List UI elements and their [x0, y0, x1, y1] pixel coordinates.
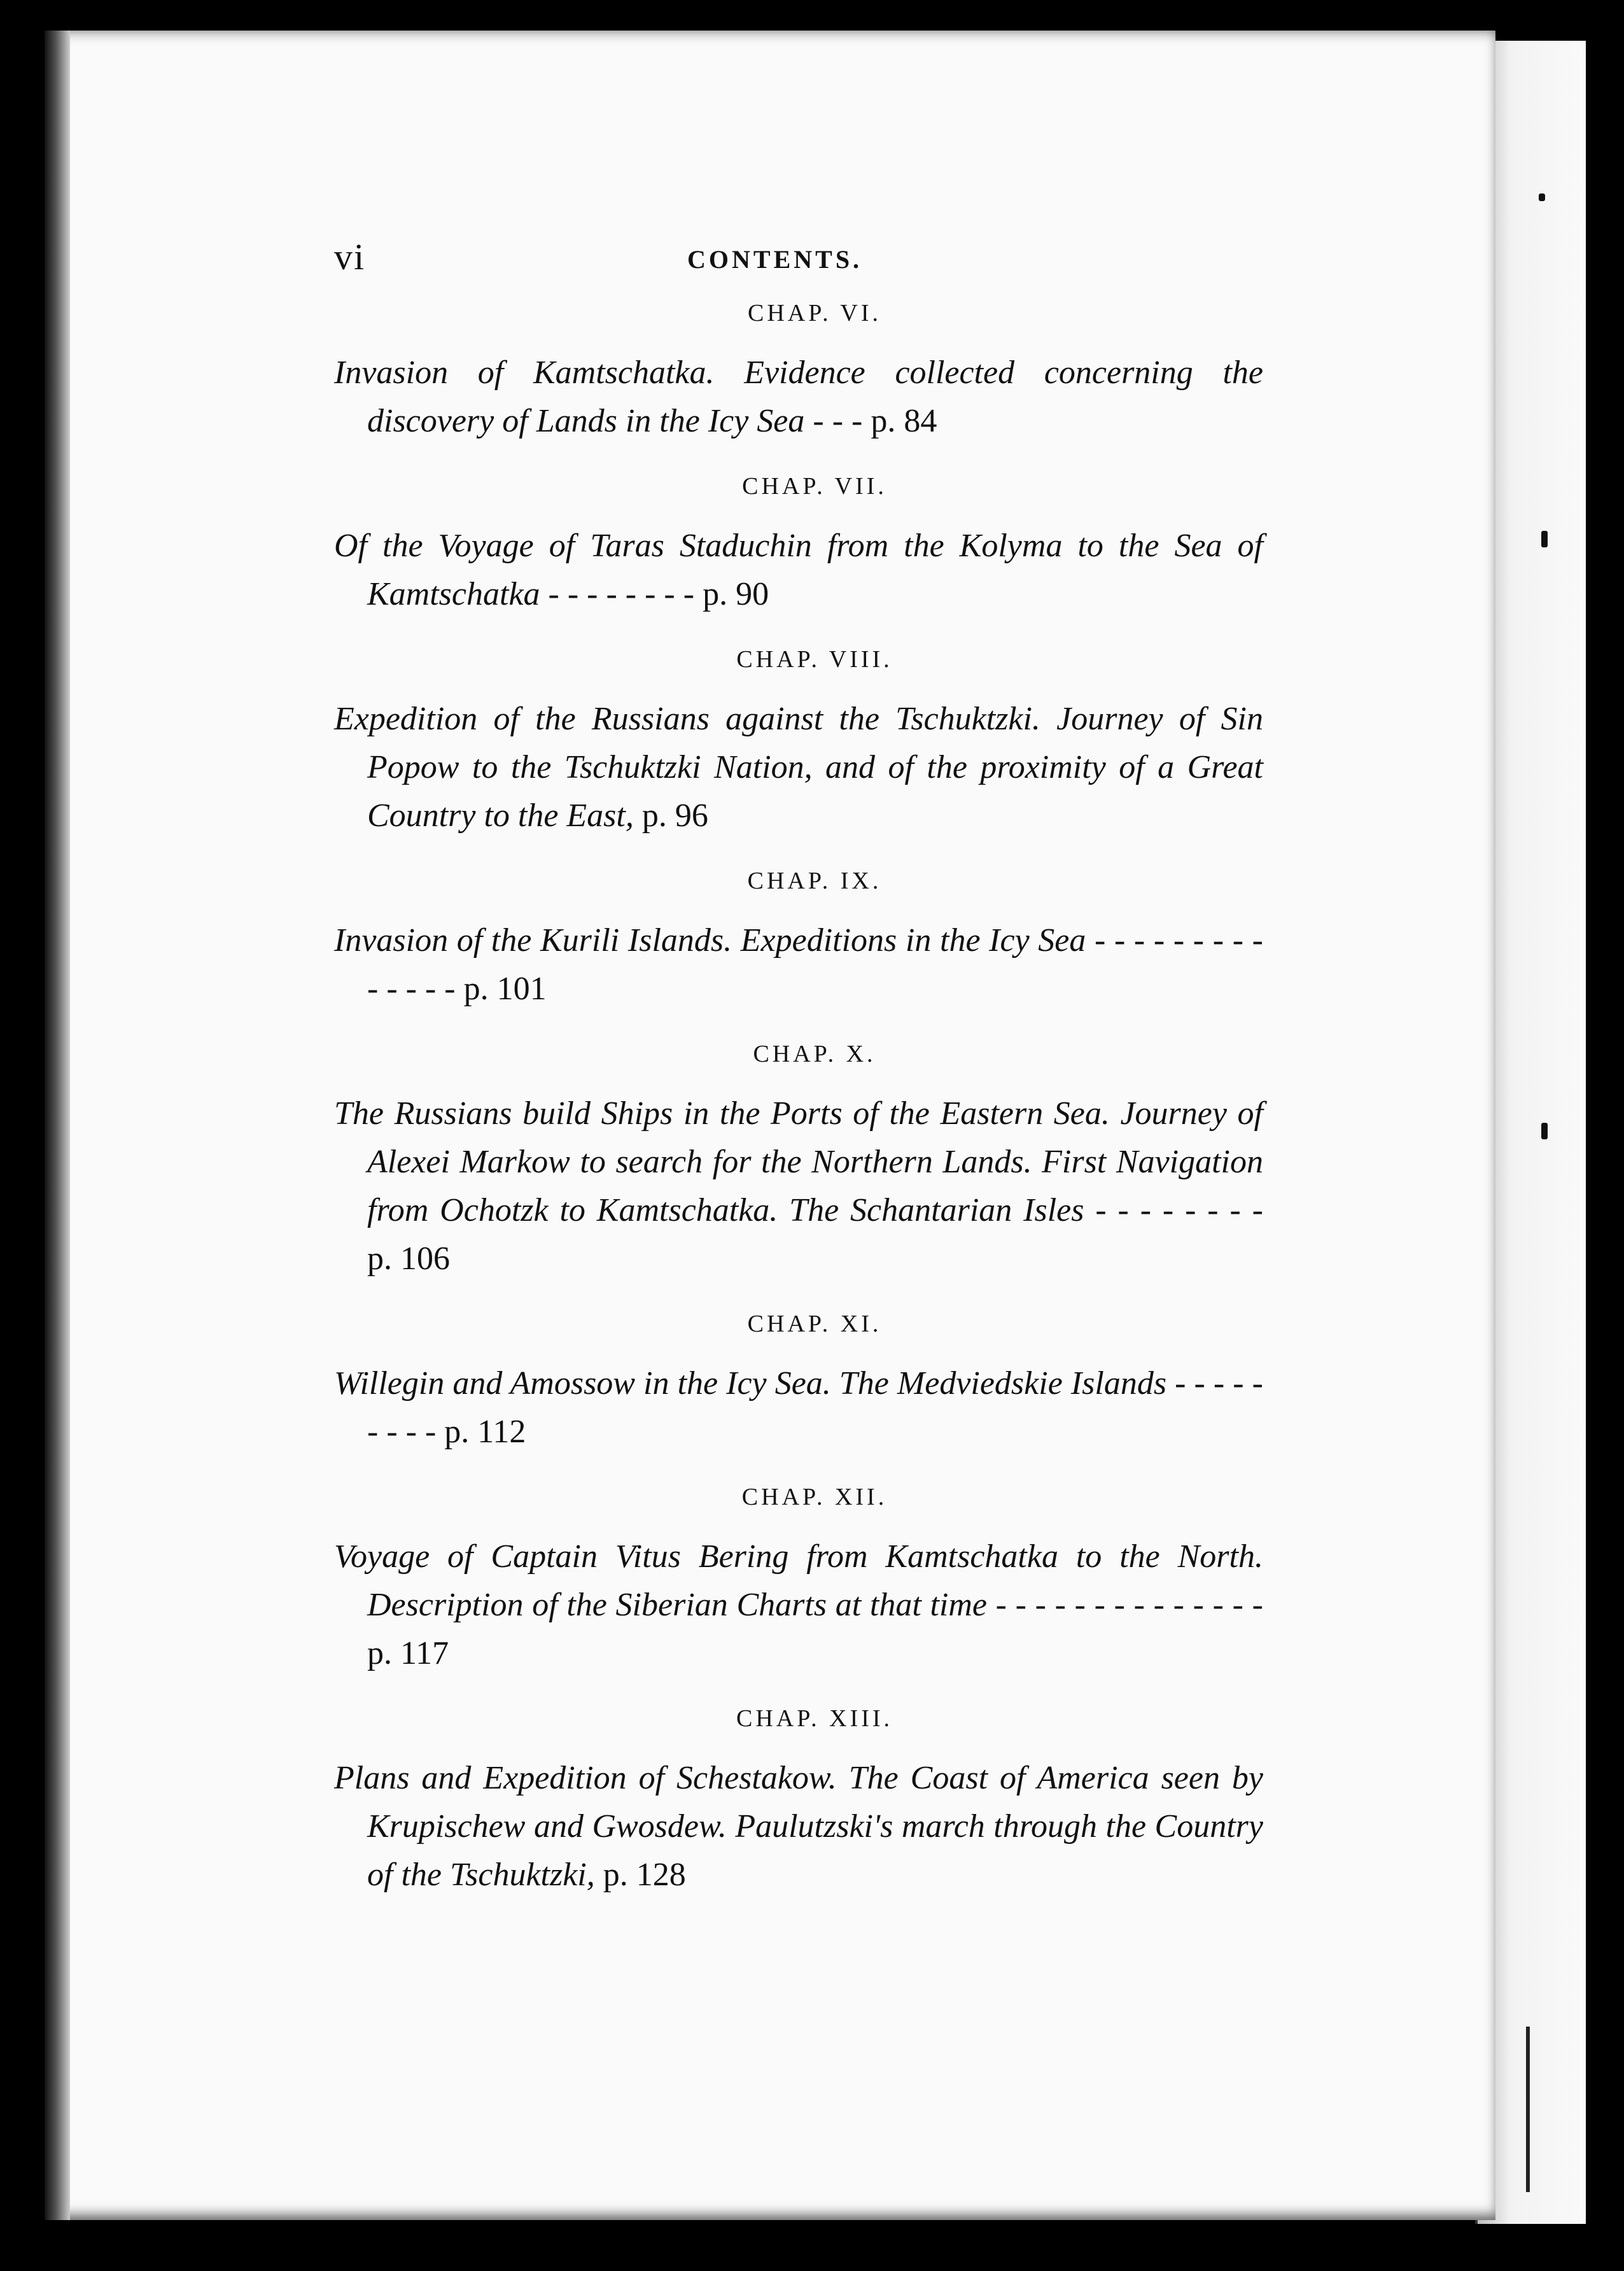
chapter-summary [334, 522, 1263, 619]
chapter-summary [334, 695, 1263, 840]
chapter-summary [334, 917, 1263, 1013]
chapter-description: The Russians build Ships in the Ports of the Eastern Sea. Journey of Alexei Markow to search for the Northern Lands. First Navigation from Ochotzk to Kamtschatka. The Schantarian Isles - - - - - - - - [334, 1095, 1263, 1228]
chapter-entry [334, 645, 1263, 840]
page-reference: p. 101 [463, 971, 547, 1007]
page-content [334, 236, 1263, 1899]
chapter-entry [334, 299, 1263, 446]
running-head [334, 236, 1263, 280]
chapter-entry [334, 472, 1263, 619]
chapter-label: CHAP. VII. [742, 473, 887, 500]
chapter-entry [334, 1310, 1263, 1456]
chapter-summary [334, 1533, 1263, 1678]
chapter-label: CHAP. XIII. [736, 1705, 893, 1732]
chapter-entry [334, 867, 1263, 1013]
chapter-summary [334, 1360, 1263, 1456]
ink-speck [1541, 1123, 1548, 1139]
chapter-description: Plans and Expedition of Schestakow. The Coast of America seen by Krupischew and Gwosdew. Paulutzski's march through the Country of the Tschuktzki, [334, 1760, 1263, 1893]
chapter-description: Willegin and Amossow in the Icy Sea. The Medviedskie Islands - - - - - - - - - [334, 1365, 1263, 1450]
page-reference: p. 128 [603, 1857, 686, 1893]
ink-speck [1541, 531, 1548, 547]
chapter-label: CHAP. XII. [741, 1484, 888, 1510]
page-reference: p. 96 [641, 798, 708, 834]
chapter-description: Invasion of the Kurili Islands. Expeditions in the Icy Sea - - - - - - - - - - - - - - [334, 922, 1263, 1007]
chapter-entry [334, 1040, 1263, 1283]
chapter-summary [334, 1090, 1263, 1283]
page-reference: p. 106 [367, 1241, 450, 1277]
chapter-description: Expedition of the Russians against the Tschuktzki. Journey of Sin Popow to the Tschuktzki Nation, and of the proximity of a Great Country to the East, [334, 701, 1263, 834]
chapter-description: Voyage of Captain Vitus Bering from Kamtschatka to the North. Description of the Siberian Charts at that time - - - - - - - - - - - - - - [334, 1538, 1263, 1623]
chapter-description: Invasion of Kamtschatka. Evidence collected concerning the discovery of Lands in the Icy Sea - - - [334, 355, 1263, 439]
chapter-description: Of the Voyage of Taras Staduchin from the Kolyma to the Sea of Kamtschatka - - - - - - - - [334, 528, 1263, 612]
page-reference: p. 84 [871, 403, 937, 439]
chapter-entry [334, 1483, 1263, 1678]
page-reference: p. 90 [703, 576, 769, 612]
page-reference: p. 112 [444, 1414, 526, 1450]
chapter-label: CHAP. VI. [747, 300, 882, 327]
chapter-summary [334, 1754, 1263, 1899]
chapter-label: CHAP. VIII. [736, 646, 893, 673]
chapter-label: CHAP. IX. [747, 868, 882, 894]
chapter-label: CHAP. XI. [747, 1311, 882, 1337]
page-reference: p. 117 [367, 1635, 449, 1671]
page-title: CONTENTS. [687, 245, 863, 274]
ink-speck [1539, 193, 1545, 201]
gutter-shadow [1526, 2027, 1530, 2192]
page-number: vi [334, 236, 366, 278]
chapter-summary [334, 349, 1263, 446]
chapter-label: CHAP. X. [753, 1041, 876, 1067]
chapter-entry [334, 1705, 1263, 1899]
